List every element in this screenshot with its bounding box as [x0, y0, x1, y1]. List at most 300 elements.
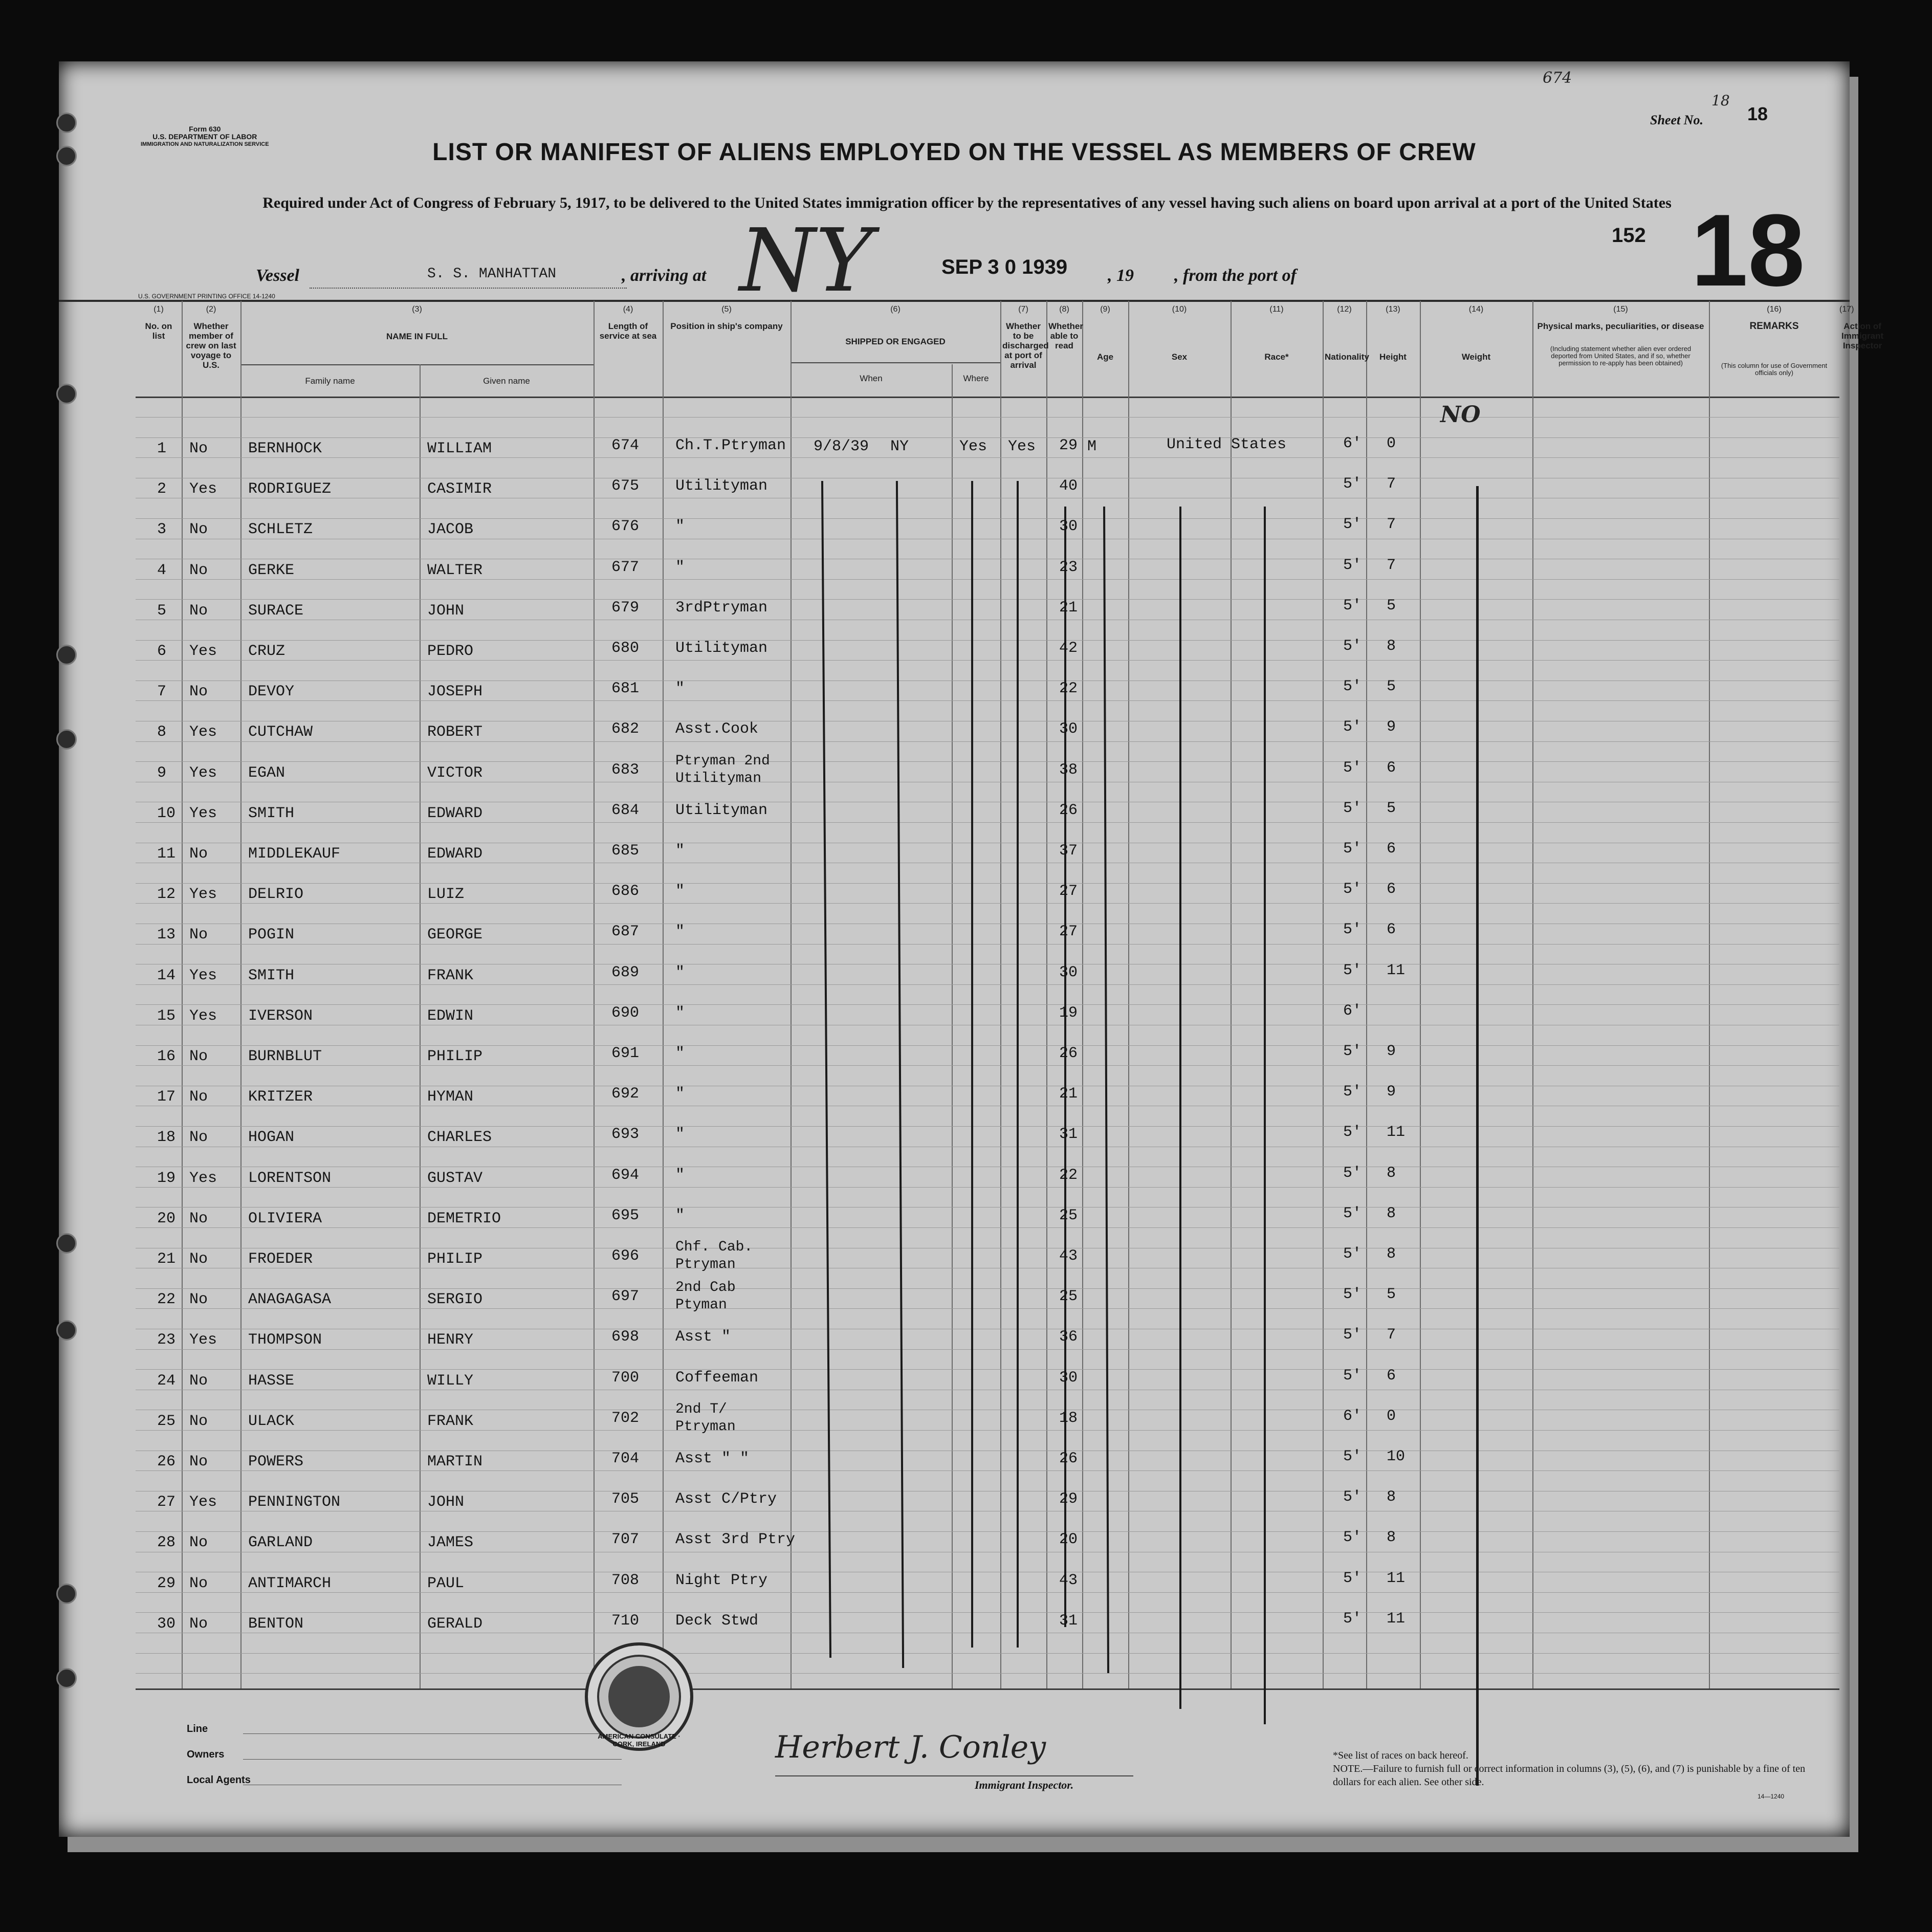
family-name: ANTIMARCH [248, 1575, 332, 1592]
family-name: EGAN [248, 764, 286, 782]
column-header: Weight [1461, 352, 1491, 362]
position: " [675, 1004, 685, 1022]
from-port-label: , from the port of [1174, 266, 1297, 285]
row-number: 10 [157, 805, 176, 822]
position: Asst.Cook [675, 720, 759, 738]
table-bottom-rule [136, 1688, 1839, 1690]
age: 21 [1059, 599, 1078, 617]
age: 38 [1059, 761, 1078, 779]
table-row [59, 1280, 1850, 1322]
last-voyage: No [189, 1575, 208, 1592]
position: Asst " [675, 1328, 731, 1346]
given-name: HYMAN [427, 1088, 474, 1106]
inspector-signature: Herbert J. Conley [775, 1729, 1046, 1765]
height-feet: 5' [1343, 516, 1362, 533]
department-name: U.S. DEPARTMENT OF LABOR [152, 133, 257, 141]
position: Chf. Cab. [675, 1239, 753, 1255]
last-voyage: No [189, 683, 208, 700]
page-title: LIST OR MANIFEST OF ALIENS EMPLOYED ON THE VESSEL AS MEMBERS OF CREW [432, 139, 1476, 166]
last-voyage: No [189, 1413, 208, 1430]
height-feet: 5' [1343, 962, 1362, 979]
service-length: 708 [611, 1572, 640, 1589]
row-number: 8 [157, 723, 167, 741]
service-length: 683 [611, 761, 640, 779]
weight: 5 [1387, 1286, 1396, 1303]
height-feet: 5' [1343, 1448, 1362, 1465]
position: Asst C/Ptry [675, 1490, 777, 1508]
age: 20 [1059, 1531, 1078, 1548]
last-voyage: Yes [189, 967, 217, 984]
height-feet: 5' [1343, 1610, 1362, 1628]
column-header: REMARKS [1749, 321, 1799, 332]
height-feet: 5' [1343, 921, 1362, 938]
age: 37 [1059, 842, 1078, 860]
family-name: RODRIGUEZ [248, 480, 332, 498]
row-number: 1 [157, 440, 167, 457]
family-name: SMITH [248, 967, 295, 984]
row-number: 9 [157, 764, 167, 782]
family-name: BURNBLUT [248, 1048, 322, 1065]
last-voyage: Yes [189, 1007, 217, 1025]
local-agents-label: Local Agents [187, 1774, 251, 1786]
last-voyage: No [189, 1291, 208, 1308]
given-name: MARTIN [427, 1453, 483, 1470]
weight: 8 [1387, 1488, 1396, 1506]
table-row [59, 1239, 1850, 1281]
family-name: CUTCHAW [248, 723, 313, 741]
age: 21 [1059, 1085, 1078, 1103]
sex: M [1087, 438, 1097, 455]
big-sheet-number: 18 [1691, 193, 1805, 308]
age: 31 [1059, 1612, 1078, 1630]
column-number: (3) [412, 305, 422, 314]
age: 31 [1059, 1126, 1078, 1143]
service-length: 694 [611, 1167, 640, 1184]
row-number: 24 [157, 1372, 176, 1390]
position: " [675, 1126, 685, 1143]
row-rule [136, 883, 1839, 884]
weight: 8 [1387, 1205, 1396, 1222]
table-row [59, 921, 1850, 957]
height-feet: 5' [1343, 1286, 1362, 1303]
row-number: 13 [157, 926, 176, 943]
position: 3rdPtryman [675, 599, 768, 617]
family-name: POWERS [248, 1453, 304, 1470]
position-line-2: Ptryman [675, 1419, 736, 1435]
table-row [59, 1043, 1850, 1079]
sheet-handwritten-number: 18 [1711, 92, 1730, 109]
line-label: Line [187, 1723, 208, 1735]
column-number: (11) [1269, 305, 1284, 314]
column-number: (7) [1018, 305, 1028, 314]
weight: 5 [1387, 678, 1396, 695]
position: " [675, 842, 685, 860]
height-feet: 5' [1343, 1124, 1362, 1141]
last-voyage: Yes [189, 480, 217, 498]
given-name: PEDRO [427, 643, 474, 660]
service-length: 698 [611, 1328, 640, 1346]
age: 30 [1059, 720, 1078, 738]
position: " [675, 518, 685, 535]
weight: 7 [1387, 557, 1396, 574]
last-voyage: No [189, 1088, 208, 1106]
age: 30 [1059, 964, 1078, 981]
column-header: Nationality [1325, 352, 1369, 362]
given-name: GUSTAV [427, 1170, 483, 1187]
family-name: SMITH [248, 805, 295, 822]
family-name: GERKE [248, 562, 295, 579]
row-rule [136, 1653, 1839, 1654]
column-number: (17) [1839, 305, 1854, 314]
given-name: DEMETRIO [427, 1210, 501, 1227]
column-header: Whether member of crew on last voyage to U.S. [186, 321, 236, 370]
given-name: EDWIN [427, 1007, 474, 1025]
date-stamp: SEP 3 0 1939 [941, 256, 1068, 278]
table-row [59, 678, 1850, 714]
service-length: 697 [611, 1288, 640, 1305]
age: 43 [1059, 1247, 1078, 1265]
row-rule [136, 1369, 1839, 1370]
column-header: Height [1379, 352, 1407, 362]
page-number: 152 [1612, 224, 1646, 247]
last-voyage: No [189, 1129, 208, 1146]
given-name: JOHN [427, 602, 465, 620]
row-number: 7 [157, 683, 167, 700]
weight: 11 [1387, 1124, 1406, 1141]
seal-text: AMERICAN CONSULATE · CORK, IRELAND [598, 1732, 680, 1748]
column-number: (14) [1468, 305, 1484, 314]
column-number: (8) [1059, 305, 1069, 314]
table-row [59, 1570, 1850, 1606]
weight: 7 [1387, 516, 1396, 533]
to-be-discharged: Yes [959, 438, 987, 455]
signature-line [775, 1775, 1133, 1776]
table-row [59, 475, 1850, 511]
family-name: ULACK [248, 1413, 295, 1430]
age: 30 [1059, 518, 1078, 535]
family-name: KRITZER [248, 1088, 313, 1106]
table-row [59, 1448, 1850, 1484]
age: 22 [1059, 680, 1078, 697]
position: 2nd Cab [675, 1280, 736, 1296]
weight: 6 [1387, 840, 1396, 858]
row-number: 3 [157, 521, 167, 538]
column-number: (1) [153, 305, 164, 314]
position: Ptryman 2nd [675, 753, 770, 769]
age: 43 [1059, 1572, 1078, 1589]
table-row [59, 1488, 1850, 1524]
row-rule [136, 599, 1839, 600]
inspector-label: Immigrant Inspector. [975, 1779, 1074, 1791]
service-length: 690 [611, 1004, 640, 1022]
weight: 11 [1387, 962, 1406, 979]
service-length: 679 [611, 599, 640, 617]
age: 27 [1059, 883, 1078, 900]
height-feet: 5' [1343, 800, 1362, 817]
given-name: PAUL [427, 1575, 465, 1592]
table-row [59, 1002, 1850, 1038]
form-number: Form 630 [189, 125, 221, 133]
last-voyage: No [189, 440, 208, 457]
service-length: 695 [611, 1207, 640, 1224]
row-number: 6 [157, 643, 167, 660]
height-feet: 5' [1343, 759, 1362, 777]
column-header: Length of service at sea [599, 321, 657, 341]
age: 23 [1059, 559, 1078, 576]
last-voyage: No [189, 562, 208, 579]
given-name: HENRY [427, 1331, 474, 1349]
service-length: 675 [611, 477, 640, 495]
column-number: (13) [1386, 305, 1400, 314]
last-voyage: No [189, 521, 208, 538]
row-number: 5 [157, 602, 167, 620]
given-name: WILLY [427, 1372, 474, 1390]
column-number: (5) [721, 305, 732, 314]
service-length: 702 [611, 1410, 640, 1427]
row-rule [136, 1045, 1839, 1046]
printing-office: U.S. GOVERNMENT PRINTING OFFICE 14-1240 [138, 293, 275, 300]
position: " [675, 923, 685, 940]
family-name: CRUZ [248, 643, 286, 660]
column-header: No. on list [145, 321, 172, 341]
row-rule [136, 640, 1839, 641]
given-name: GERALD [427, 1615, 483, 1633]
position: " [675, 559, 685, 576]
row-number: 19 [157, 1170, 176, 1187]
column-number: (9) [1100, 305, 1110, 314]
row-rule [136, 417, 1839, 418]
column-header: Whether to be discharged at port of arrival [1002, 321, 1049, 370]
column-header: Sex [1171, 352, 1188, 362]
given-name: GEORGE [427, 926, 483, 943]
position: Utilityman [675, 640, 768, 657]
service-length: 680 [611, 640, 640, 657]
table-row [59, 840, 1850, 876]
last-voyage: No [189, 1534, 208, 1551]
service-length: 682 [611, 720, 640, 738]
weight: 7 [1387, 1326, 1396, 1344]
table-row [59, 1367, 1850, 1403]
weight: 5 [1387, 597, 1396, 614]
family-name: FROEDER [248, 1250, 313, 1268]
height-feet: 5' [1343, 1165, 1362, 1182]
given-name: JACOB [427, 521, 474, 538]
last-voyage: Yes [189, 764, 217, 782]
row-rule [136, 1531, 1839, 1532]
column-header: Age [1096, 352, 1114, 362]
given-name: PHILIP [427, 1048, 483, 1065]
table-row [59, 1083, 1850, 1119]
table-row [59, 516, 1850, 552]
service-length: 689 [611, 964, 640, 981]
service-length: 710 [611, 1612, 640, 1630]
family-name: BENTON [248, 1615, 304, 1633]
row-number: 26 [157, 1453, 176, 1470]
given-name-subheader: Given name [483, 376, 530, 386]
family-name: LORENTSON [248, 1170, 332, 1187]
row-rule [136, 1612, 1839, 1613]
age: 40 [1059, 477, 1078, 495]
physical-marks-entry: NO [1440, 402, 1481, 428]
weight: 6 [1387, 881, 1396, 898]
weight: 7 [1387, 475, 1396, 493]
family-name: HASSE [248, 1372, 295, 1390]
row-rule [136, 518, 1839, 519]
last-voyage: No [189, 1210, 208, 1227]
height-feet: 5' [1343, 881, 1362, 898]
shipped-when: 9/8/39 [814, 438, 869, 455]
family-name: DELRIO [248, 886, 304, 903]
weight: 10 [1387, 1448, 1406, 1465]
sheet-number: 18 [1747, 103, 1768, 124]
row-number: 30 [157, 1615, 176, 1633]
remarks-note: (Including statement whether alien ever ordered deported from United States, and if so, whether permission to re-apply has been obtained) [1550, 345, 1692, 367]
shipped-subrule [791, 362, 1000, 363]
family-name: MIDDLEKAUF [248, 845, 341, 863]
height-feet: 5' [1343, 840, 1362, 858]
height-feet: 5' [1343, 557, 1362, 574]
last-voyage: Yes [189, 1494, 217, 1511]
family-name: OLIVIERA [248, 1210, 322, 1227]
when-subheader: When [860, 374, 883, 383]
weight: 6 [1387, 1367, 1396, 1385]
position: Ch.T.Ptryman [675, 437, 786, 454]
age: 29 [1059, 1490, 1078, 1508]
position: Night Ptry [675, 1572, 768, 1589]
height-feet: 5' [1343, 1083, 1362, 1101]
height-feet: 5' [1343, 1245, 1362, 1263]
given-name: JOSEPH [427, 683, 483, 700]
age: 26 [1059, 802, 1078, 819]
name-subrule [240, 364, 594, 365]
age: 25 [1059, 1288, 1078, 1305]
height-feet: 6' [1343, 1002, 1362, 1020]
action-note: (This column for use of Government officials only) [1721, 362, 1828, 377]
table-row [59, 1165, 1850, 1200]
weight: 6 [1387, 921, 1396, 938]
row-number: 25 [157, 1413, 176, 1430]
table-row [59, 962, 1850, 998]
row-rule [136, 680, 1839, 681]
given-name: LUIZ [427, 886, 465, 903]
height-feet: 5' [1343, 1570, 1362, 1587]
age: 26 [1059, 1450, 1078, 1467]
table-row [59, 753, 1850, 795]
row-rule [136, 1673, 1839, 1674]
position: " [675, 1085, 685, 1103]
column-header: Physical marks, peculiarities, or disease [1537, 321, 1704, 331]
arriving-label: , arriving at [622, 266, 707, 285]
weight: 0 [1387, 435, 1396, 452]
age: 36 [1059, 1328, 1078, 1346]
last-voyage: No [189, 845, 208, 863]
age: 29 [1059, 437, 1078, 454]
last-voyage: No [189, 1453, 208, 1470]
weight: 6 [1387, 759, 1396, 777]
service-length: 684 [611, 802, 640, 819]
row-number: 2 [157, 480, 167, 498]
service-length: 705 [611, 1490, 640, 1508]
age: 25 [1059, 1207, 1078, 1224]
table-row [59, 1401, 1850, 1443]
requirement-text: Required under Act of Congress of February 5, 1917, to be delivered to the United States immigration officer by the representatives of any vessel having such aliens on board upon arrival at a port of the United States [262, 194, 1672, 211]
row-number: 20 [157, 1210, 176, 1227]
row-number: 27 [157, 1494, 176, 1511]
column-header: Whether able to read [1048, 321, 1083, 350]
table-row [59, 557, 1850, 592]
given-name: CASIMIR [427, 480, 492, 498]
row-number: 11 [157, 845, 176, 863]
table-row [59, 1205, 1850, 1241]
binder-hole [56, 113, 77, 133]
height-feet: 5' [1343, 718, 1362, 736]
age: 22 [1059, 1167, 1078, 1184]
weight: 9 [1387, 1043, 1396, 1060]
row-number: 15 [157, 1007, 176, 1025]
row-rule [136, 437, 1839, 438]
table-row [59, 1529, 1850, 1565]
family-name: SURACE [248, 602, 304, 620]
height-feet: 5' [1343, 1488, 1362, 1506]
last-voyage: No [189, 1048, 208, 1065]
height-feet: 5' [1343, 638, 1362, 655]
position: Asst " " [675, 1450, 750, 1467]
row-number: 14 [157, 967, 176, 984]
row-rule [136, 1207, 1839, 1208]
nationality: United States [1167, 436, 1287, 453]
last-voyage: No [189, 926, 208, 943]
age: 26 [1059, 1045, 1078, 1062]
weight: 0 [1387, 1408, 1396, 1425]
sheet-label: Sheet No. [1650, 113, 1703, 127]
seal-emblem [608, 1666, 670, 1727]
row-number: 17 [157, 1088, 176, 1106]
row-number: 12 [157, 886, 176, 903]
row-number: 18 [157, 1129, 176, 1146]
family-name: PENNINGTON [248, 1494, 341, 1511]
shipped-where: NY [890, 438, 909, 455]
last-voyage: Yes [189, 886, 217, 903]
last-voyage: Yes [189, 1331, 217, 1349]
column-header: SHIPPED OR ENGAGED [845, 337, 946, 346]
column-number: (15) [1613, 305, 1628, 314]
column-number: (16) [1767, 305, 1782, 314]
age: 19 [1059, 1004, 1078, 1022]
row-number: 16 [157, 1048, 176, 1065]
height-feet: 5' [1343, 597, 1362, 614]
family-name: DEVOY [248, 683, 295, 700]
position-line-2: Ptryman [675, 1257, 736, 1272]
position: 2nd T/ [675, 1401, 727, 1417]
service-length: 686 [611, 883, 640, 900]
given-name: SERGIO [427, 1291, 483, 1308]
family-name: IVERSON [248, 1007, 313, 1025]
table-row [59, 1124, 1850, 1159]
weight: 11 [1387, 1570, 1406, 1587]
service-length: 676 [611, 518, 640, 535]
family-name: SCHLETZ [248, 521, 313, 538]
column-header: Race* [1264, 352, 1289, 362]
last-voyage: Yes [189, 1170, 217, 1187]
position: Utilityman [675, 802, 768, 819]
given-name: WILLIAM [427, 440, 492, 457]
height-feet: 5' [1343, 1367, 1362, 1385]
position: " [675, 1167, 685, 1184]
service-length: 700 [611, 1369, 640, 1387]
weight: 8 [1387, 638, 1396, 655]
position: " [675, 1045, 685, 1062]
family-name-subheader: Family name [305, 376, 355, 386]
